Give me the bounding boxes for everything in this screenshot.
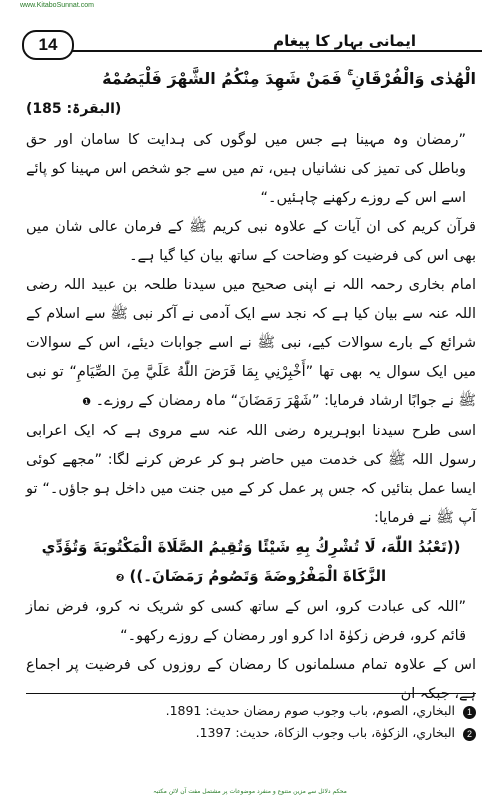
hadith-arabic (26, 533, 476, 593)
hadith-arabic-text: ((تَعْبُدُ اللّٰهَ، لَا تُشْرِكُ بِهِ شَيْئًا وَتُقِيمُ الصَّلَاةَ الْمَكْتُوبَةَ وَتُؤَدِّي الزَّكَاةَ الْمَفْرُوضَةَ وَتَصُومُ رَمَضَانَ۔)) (41, 538, 461, 585)
page-header (22, 30, 482, 60)
footnote-1 (26, 700, 476, 722)
site-url: www.KitaboSunnat.com (20, 2, 94, 9)
translation-paragraph: ”رمضان وہ مہینا ہے جس میں لوگوں کی ہدایت کا سامان اور حق وباطل کی تمیز کی نشانیاں ہیں، تم میں سے جو شخص اس مہینا کو پائے اسے اس کے روزے رکھنے چاہئیں۔“ (26, 132, 466, 206)
header-rule (72, 50, 482, 52)
footnote-2 (26, 722, 476, 744)
footnote-marker-1: ❶ (82, 397, 92, 408)
paragraph-ijma: اس کے علاوہ تمام مسلمانوں کا رمضان کے روزوں کی فرضیت پر اجماع ہے، جبکہ ان (26, 657, 476, 702)
paragraph-bukhari-text: امام بخاری رحمہ اللہ نے اپنی صحیح میں سیدنا طلحہ بن عبید اللہ رضی اللہ عنہ سے بیان کیا ہے کہ نجد سے ایک آدمی نے آکر نبی ﷺ سے اسلام کے شرائع کے بارے سوالات کیے، نبی ﷺ نے اسے جوابات دیئے، اس کے سوالات میں ایک سوال یہ بھی تھا ”أَخْبِرْنِي بِمَا فَرَضَ اللّٰهُ عَلَيَّ مِنَ الصِّيَامِ“ تو نبی ﷺ نے جوابًا ارشاد فرمایا: ”شَهْرَ رَمَضَانَ“ ماہ رمضان کے روزے۔ (26, 277, 476, 409)
page-body (26, 64, 476, 709)
footnote-rule (26, 693, 476, 694)
page-number: 14 (22, 30, 74, 60)
paragraph-abu-hurairah: اسی طرح سیدنا ابوہریرہ رضی اللہ عنہ سے مروی ہے کہ ایک اعرابی رسول اللہ ﷺ کی خدمت میں حاضر ہو کر عرض کرنے لگا: ”مجھے کوئی ایسا عمل بتائیں کہ جس پر عمل کر کے میں جنت میں داخل ہو جاؤں۔“ تو آپ ﷺ نے فرمایا: (26, 423, 476, 526)
quran-ayah: الْهُدٰى وَالْفُرْقَانِ ۚ فَمَنْ شَهِدَ مِنْكُمُ الشَّهْرَ فَلْيَصُمْهُ (102, 69, 476, 88)
paragraph-bukhari-talha (26, 271, 476, 417)
footnotes (26, 700, 476, 744)
ayah-reference: (البقرۃ: 185) (26, 101, 122, 117)
footer-banner: محکم دلائل سے مزین متنوع و منفرد موضوعات پر مشتمل مفت آن لائن مکتبہ (153, 788, 347, 795)
footnote-marker-2: ❷ (115, 573, 125, 584)
hadith-translation: ”اللہ کی عبادت کرو، اس کے ساتھ کسی کو شریک نہ کرو، فرض نماز قائم کرو، فرض زکوٰۃ ادا کرو اور رمضان کے روزے رکھو۔“ (26, 599, 466, 644)
running-title: ایمانی بہار کا پیغام (267, 32, 422, 50)
paragraph-quran-and-hadith: قرآن کریم کی ان آیات کے علاوہ نبی کریم ﷺ کے فرمان عالی شان میں بھی اس کی فرضیت کو وضاحت کے ساتھ بیان کیا گیا ہے۔ (26, 219, 476, 264)
footnote-number: 2 (463, 728, 476, 741)
footnote-number: 1 (463, 706, 476, 719)
footnote-text: البخاري، الصوم، باب وجوب صوم رمضان حديث: 1891. (165, 703, 456, 718)
footnote-text: البخاري، الزكوٰة، باب وجوب الزكاة، حديث: 1397. (195, 725, 456, 740)
